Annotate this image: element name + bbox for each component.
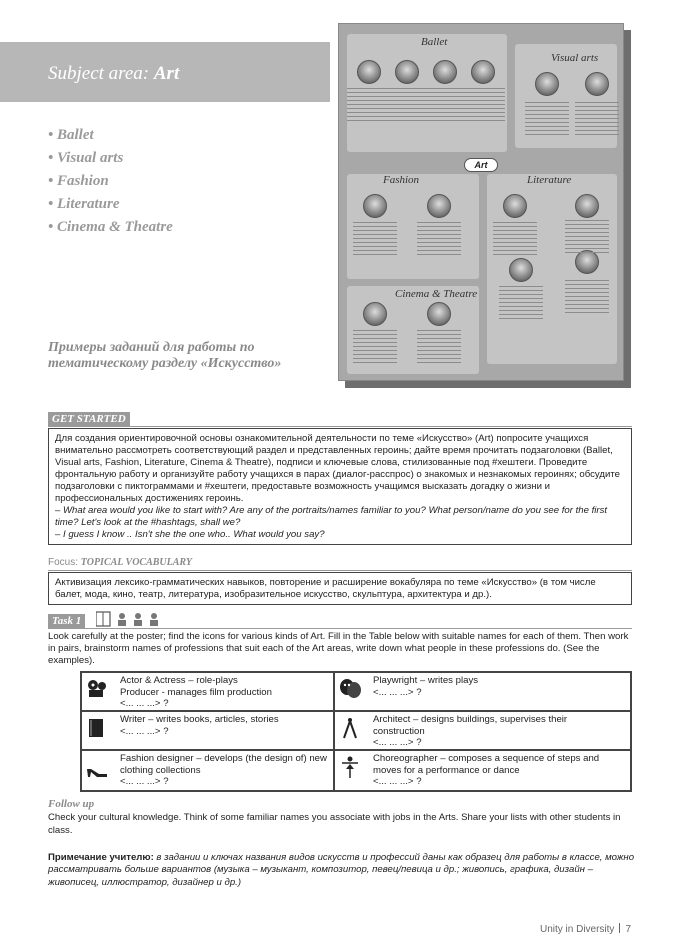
table-line: <... ... ...> ? <box>373 686 422 698</box>
person-icon <box>135 613 141 619</box>
poster-ballet-label: Ballet <box>421 36 448 48</box>
followup-title: Follow up <box>48 798 95 810</box>
portrait <box>585 72 609 96</box>
table-cell <box>81 750 334 791</box>
table-line: Actor & Actress – role-plays <box>120 675 238 686</box>
portrait <box>509 258 533 282</box>
table-line: moves for a performance or dance <box>373 764 520 776</box>
table-cell <box>81 711 334 750</box>
focus-topic: TOPICAL VOCABULARY <box>80 557 193 568</box>
table-cell <box>81 672 334 711</box>
table-line: Choreographer – composes a sequence of steps and <box>373 753 600 764</box>
portrait-caption <box>417 222 461 256</box>
table-line: Writer – writes books, articles, stories <box>120 714 279 725</box>
divider <box>48 426 632 427</box>
portrait <box>535 72 559 96</box>
portrait <box>575 194 599 218</box>
subject-prefix: Subject area: <box>48 63 154 84</box>
person-icon <box>151 613 157 619</box>
portrait <box>357 60 381 84</box>
divider <box>48 570 632 571</box>
portrait <box>503 194 527 218</box>
table-line: Architect – designs buildings, supervises their <box>373 714 568 725</box>
table-line: <... ... ...> ? <box>120 725 169 737</box>
portrait-caption <box>525 102 569 136</box>
poster-fashion-label: Fashion <box>383 174 420 186</box>
topic-item: • Cinema & Theatre <box>48 219 173 235</box>
get-started-box <box>48 428 632 545</box>
art-poster <box>338 23 624 381</box>
task-label: Task 1 <box>48 614 85 628</box>
subject-title <box>48 63 179 85</box>
portrait <box>433 60 457 84</box>
poster-cinema-label: Cinema & Theatre <box>395 288 478 300</box>
portrait-caption <box>565 220 609 254</box>
portrait <box>471 60 495 84</box>
footer-title: Unity in Diversity <box>539 924 615 935</box>
portrait <box>395 60 419 84</box>
compass-icon <box>338 716 362 740</box>
person-icon-body <box>150 620 158 626</box>
portrait-caption <box>461 88 505 122</box>
teacher-note-text: в задании и ключах названия видов искусств и профессий даны как образец для работы в классе, можно рассматривать больше вариантов (музыка – музыкант, композитор, певец/певица и др.; живопись, графика, дизайн – живописец, иллюстратор, дизайнер и др.) <box>48 852 635 888</box>
table-cell <box>334 711 631 750</box>
ballerina-icon <box>338 755 362 779</box>
topic-list <box>48 124 173 239</box>
get-started-paragraph: Для создания ориентировочной основы ознакомительной деятельности по теме «Искусство» (Art) попросите учащихся внимательно рассмотреть соответствующий раздел и представленных героинь; дайте время прочитать подзаголовки (Ballet, Visual arts, Fashion, Literature, Cinema & Theatre), подписи и ключевые слова, стилизованные под #хештеги. Проведите фронтальную работу и организуйте работу учащихся в парах (диалог-расспрос) о знакомых и незнакомых героинях; обсудите подзаголовки с пиктограммами и #хештеги, предоставьте возможность учащимся высказать догадку о жизни и профессиональных достижениях героинь. <box>55 433 620 504</box>
divider <box>48 628 632 629</box>
table-line: <... ... ...> ? <box>373 737 422 748</box>
topic-item: • Visual arts <box>48 150 124 166</box>
table-line: <... ... ...> ? <box>373 776 422 787</box>
table-line: <... ... ...> ? <box>120 698 169 709</box>
teacher-note <box>48 852 638 889</box>
examples-heading: Примеры заданий для работы по тематическому разделу «Искусство» <box>48 340 282 371</box>
poster-visual-label: Visual arts <box>551 52 599 64</box>
topic-item: • Fashion <box>48 173 109 189</box>
focus-prefix: Focus: <box>48 557 81 568</box>
focus-box <box>48 572 632 605</box>
table-cell <box>334 750 631 791</box>
table-line: Producer - manages film production <box>120 686 272 698</box>
table-line: Fashion designer – develops (the design of) new <box>120 753 327 764</box>
portrait-caption <box>493 222 537 256</box>
portrait-caption <box>575 102 619 136</box>
table-line: <... ... ...> ? <box>120 776 169 787</box>
dialog-line: – What area would you like to start with? Are any of the portraits/names familiar to you? What person/name do you see for the first time? Let's look at the #hashtags, shall we? <box>55 505 608 528</box>
focus-text: Активизация лексико-грамматических навыков, повторение и расширение вокабуляра по теме «Искусство» (в том числе балет, мода, кино, театр, литература, изобразительное искусство, скульптура, архитектура и др.). <box>55 577 596 600</box>
poster-literature-label: Literature <box>527 174 572 186</box>
table-cell <box>334 672 631 711</box>
portrait-caption <box>499 286 543 320</box>
person-icon <box>119 613 125 619</box>
portrait-caption <box>353 222 397 256</box>
focus-line <box>48 557 192 568</box>
poster-art-badge: Art <box>464 158 498 172</box>
table-line: construction <box>373 725 425 737</box>
topic-item: • Ballet <box>48 127 94 143</box>
task-text: Look carefully at the poster; find the icons for various kinds of Art. Fill in the Table below with suitable names for each of them. Then work in pairs, brainstorm names of professions that suit each of the Art areas, write down what people in these professions do. (See the examples). <box>48 631 629 667</box>
footer <box>540 923 631 935</box>
portrait-caption <box>565 280 609 314</box>
task-pictograms <box>96 610 172 628</box>
portrait <box>427 302 451 326</box>
portrait-caption <box>353 330 397 364</box>
portrait <box>427 194 451 218</box>
portrait <box>363 194 387 218</box>
jobs-table <box>80 671 632 792</box>
subject-name: Art <box>153 63 180 84</box>
dialog-line: – I guess I know .. Isn't she the one who.. What would you say? <box>55 529 325 540</box>
followup-text: Check your cultural knowledge. Think of some familiar names you associate with jobs in the Arts. Share your lists with other students in class. <box>48 812 621 836</box>
book-icon <box>85 716 109 740</box>
footer-separator <box>619 923 620 933</box>
portrait <box>363 302 387 326</box>
theatre-masks-icon <box>338 677 362 701</box>
topic-item: • Literature <box>48 196 120 212</box>
get-started-label: GET STARTED <box>48 412 130 426</box>
portrait-caption <box>417 330 461 364</box>
teacher-note-label: Примечание учителю: <box>48 852 154 863</box>
table-line: Playwright – writes plays <box>373 675 479 686</box>
page-number: 7 <box>625 924 631 935</box>
person-icon-body <box>134 620 142 626</box>
person-icon-body <box>118 620 126 626</box>
high-heel-icon <box>85 755 109 779</box>
table-line: clothing collections <box>120 764 201 776</box>
film-camera-icon <box>85 677 109 701</box>
